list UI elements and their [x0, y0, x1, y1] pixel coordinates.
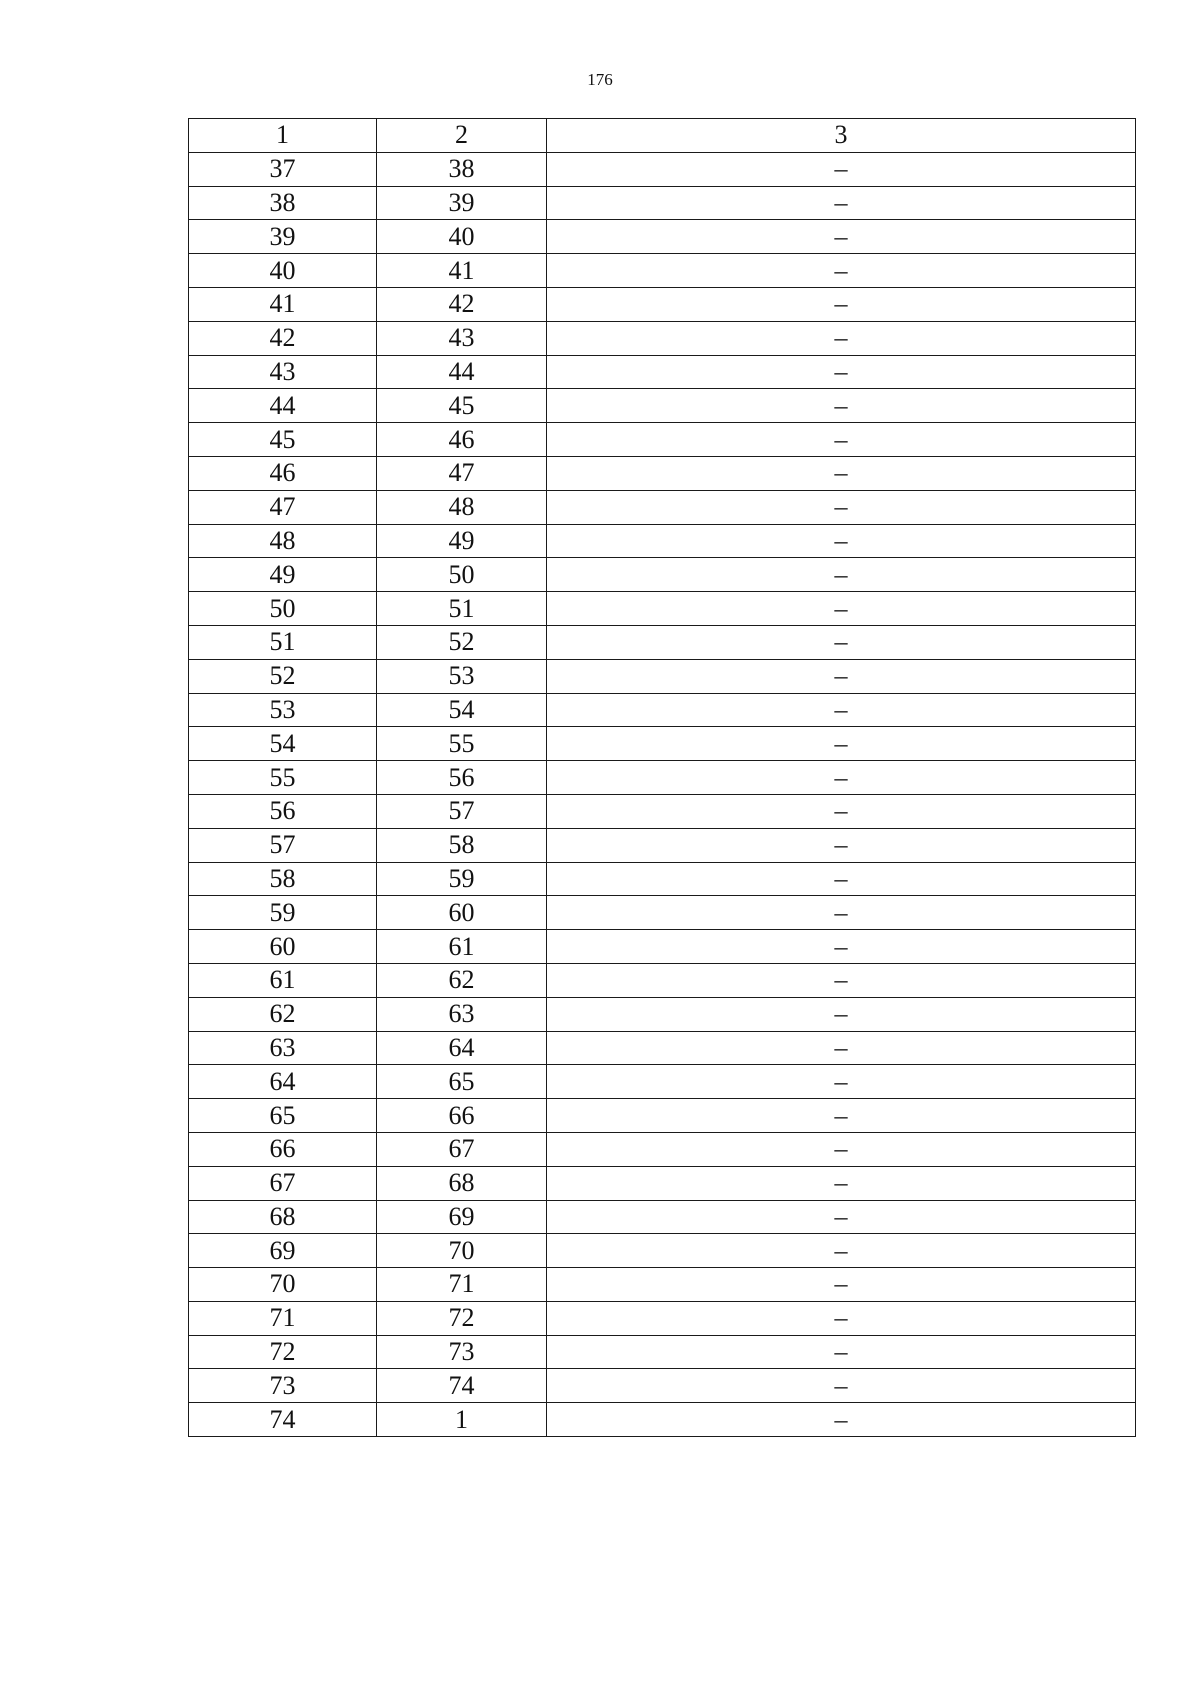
table-row: [189, 1301, 1136, 1335]
table-cell-col-3: –: [547, 862, 1136, 896]
table-cell-col-2: 50: [377, 558, 547, 592]
table-row: [189, 389, 1136, 423]
table-cell-col-1: 56: [189, 794, 377, 828]
table-cell-col-3: –: [547, 963, 1136, 997]
table-cell-col-3: –: [547, 355, 1136, 389]
table-cell-col-1: 42: [189, 321, 377, 355]
table-cell-col-2: 73: [377, 1335, 547, 1369]
table-cell-col-2: 72: [377, 1301, 547, 1335]
table-cell-col-2: 65: [377, 1065, 547, 1099]
table-cell-col-2: 63: [377, 997, 547, 1031]
table-cell-col-3: –: [547, 1234, 1136, 1268]
table-cell-col-1: 57: [189, 828, 377, 862]
table-row: [189, 423, 1136, 457]
table-header-row: [189, 119, 1136, 153]
table-row: [189, 997, 1136, 1031]
table-cell-col-1: 41: [189, 287, 377, 321]
table-row: [189, 930, 1136, 964]
table-row: [189, 1200, 1136, 1234]
table-cell-col-3: –: [547, 592, 1136, 626]
table-cell-col-3: –: [547, 625, 1136, 659]
table-cell-col-1: 52: [189, 659, 377, 693]
table-row: [189, 828, 1136, 862]
table-row: [189, 794, 1136, 828]
table-row: [189, 490, 1136, 524]
table-cell-col-1: 65: [189, 1099, 377, 1133]
table-cell-col-2: 57: [377, 794, 547, 828]
table-cell-col-3: –: [547, 1132, 1136, 1166]
table-cell-col-2: 47: [377, 456, 547, 490]
table-cell-col-2: 59: [377, 862, 547, 896]
table-cell-col-2: 44: [377, 355, 547, 389]
table-cell-col-1: 38: [189, 186, 377, 220]
table-row: [189, 152, 1136, 186]
table-cell-col-1: 66: [189, 1132, 377, 1166]
table-row: [189, 1369, 1136, 1403]
table-row: [189, 456, 1136, 490]
table-cell-col-2: 49: [377, 524, 547, 558]
table-row: [189, 186, 1136, 220]
table-cell-col-3: –: [547, 693, 1136, 727]
table-cell-col-2: 51: [377, 592, 547, 626]
table-cell-col-1: 71: [189, 1301, 377, 1335]
table-cell-col-2: 68: [377, 1166, 547, 1200]
table-cell-col-3: –: [547, 1065, 1136, 1099]
table-cell-col-2: 70: [377, 1234, 547, 1268]
table-cell-col-3: –: [547, 1099, 1136, 1133]
table-cell-col-2: 46: [377, 423, 547, 457]
table-row: [189, 1099, 1136, 1133]
table-cell-col-1: 70: [189, 1268, 377, 1302]
table-cell-col-3: –: [547, 1166, 1136, 1200]
table-cell-col-3: –: [547, 1369, 1136, 1403]
table-cell-col-2: 62: [377, 963, 547, 997]
table-row: [189, 1335, 1136, 1369]
table-row: [189, 727, 1136, 761]
table-cell-col-3: –: [547, 761, 1136, 795]
table-row: [189, 1031, 1136, 1065]
table-cell-col-3: –: [547, 152, 1136, 186]
table-row: [189, 558, 1136, 592]
table-row: [189, 625, 1136, 659]
table-cell-col-3: –: [547, 287, 1136, 321]
table-cell-col-3: –: [547, 254, 1136, 288]
table-cell-col-3: –: [547, 524, 1136, 558]
table-cell-col-3: –: [547, 1335, 1136, 1369]
table-cell-col-3: –: [547, 659, 1136, 693]
table-cell-col-1: 69: [189, 1234, 377, 1268]
table-cell-col-1: 63: [189, 1031, 377, 1065]
table-row: [189, 220, 1136, 254]
table-row: [189, 659, 1136, 693]
table-cell-col-1: 58: [189, 862, 377, 896]
table-cell-col-2: 66: [377, 1099, 547, 1133]
table-cell-col-1: 51: [189, 625, 377, 659]
table-cell-col-3: –: [547, 423, 1136, 457]
table-cell-col-3: –: [547, 896, 1136, 930]
table-cell-col-1: 39: [189, 220, 377, 254]
table-row: [189, 355, 1136, 389]
data-table: [188, 118, 1136, 1437]
table-row: [189, 592, 1136, 626]
table-cell-col-1: 67: [189, 1166, 377, 1200]
table-cell-col-3: –: [547, 389, 1136, 423]
table-cell-col-3: –: [547, 490, 1136, 524]
table-cell-col-3: –: [547, 220, 1136, 254]
table-row: [189, 254, 1136, 288]
header-cell-3: 3: [547, 119, 1136, 153]
table-cell-col-3: –: [547, 930, 1136, 964]
table-cell-col-1: 68: [189, 1200, 377, 1234]
table-row: [189, 1268, 1136, 1302]
table-cell-col-2: 41: [377, 254, 547, 288]
table-row: [189, 524, 1136, 558]
table-cell-col-2: 40: [377, 220, 547, 254]
table-cell-col-1: 50: [189, 592, 377, 626]
table-row: [189, 862, 1136, 896]
table-cell-col-2: 43: [377, 321, 547, 355]
table-row: [189, 1234, 1136, 1268]
table-cell-col-3: –: [547, 997, 1136, 1031]
table-cell-col-1: 45: [189, 423, 377, 457]
table-cell-col-3: –: [547, 1268, 1136, 1302]
table-cell-col-3: –: [547, 1403, 1136, 1437]
table-cell-col-3: –: [547, 1200, 1136, 1234]
table-cell-col-3: –: [547, 794, 1136, 828]
table-cell-col-1: 60: [189, 930, 377, 964]
table-cell-col-1: 59: [189, 896, 377, 930]
table-cell-col-2: 71: [377, 1268, 547, 1302]
table-body: [189, 119, 1136, 1437]
table-row: [189, 896, 1136, 930]
table-cell-col-2: 38: [377, 152, 547, 186]
table-cell-col-3: –: [547, 558, 1136, 592]
table-cell-col-1: 43: [189, 355, 377, 389]
table-cell-col-1: 44: [189, 389, 377, 423]
table-row: [189, 321, 1136, 355]
table-row: [189, 287, 1136, 321]
table-cell-col-1: 54: [189, 727, 377, 761]
table-cell-col-1: 37: [189, 152, 377, 186]
table-cell-col-2: 48: [377, 490, 547, 524]
table-cell-col-3: –: [547, 1031, 1136, 1065]
header-cell-2: 2: [377, 119, 547, 153]
table-cell-col-1: 49: [189, 558, 377, 592]
table-row: [189, 1132, 1136, 1166]
table-cell-col-3: –: [547, 456, 1136, 490]
table-cell-col-1: 55: [189, 761, 377, 795]
table-cell-col-1: 47: [189, 490, 377, 524]
table-cell-col-2: 56: [377, 761, 547, 795]
table-cell-col-2: 64: [377, 1031, 547, 1065]
table-cell-col-3: –: [547, 186, 1136, 220]
table-cell-col-3: –: [547, 1301, 1136, 1335]
table-cell-col-2: 54: [377, 693, 547, 727]
table-cell-col-1: 74: [189, 1403, 377, 1437]
table-cell-col-1: 64: [189, 1065, 377, 1099]
table-cell-col-2: 58: [377, 828, 547, 862]
table-cell-col-1: 62: [189, 997, 377, 1031]
table-row: [189, 1403, 1136, 1437]
page-number: 176: [587, 70, 613, 89]
table-cell-col-1: 73: [189, 1369, 377, 1403]
table-row: [189, 1166, 1136, 1200]
table-row: [189, 693, 1136, 727]
table-cell-col-1: 72: [189, 1335, 377, 1369]
table-cell-col-2: 1: [377, 1403, 547, 1437]
table-cell-col-2: 42: [377, 287, 547, 321]
table-cell-col-2: 69: [377, 1200, 547, 1234]
table-cell-col-1: 46: [189, 456, 377, 490]
table-cell-col-2: 39: [377, 186, 547, 220]
table-row: [189, 761, 1136, 795]
table-cell-col-2: 74: [377, 1369, 547, 1403]
table-cell-col-2: 55: [377, 727, 547, 761]
table-cell-col-2: 60: [377, 896, 547, 930]
table-cell-col-1: 53: [189, 693, 377, 727]
table-cell-col-1: 40: [189, 254, 377, 288]
table-cell-col-2: 67: [377, 1132, 547, 1166]
table-row: [189, 963, 1136, 997]
table-cell-col-1: 61: [189, 963, 377, 997]
header-cell-1: 1: [189, 119, 377, 153]
table-row: [189, 1065, 1136, 1099]
table-cell-col-2: 61: [377, 930, 547, 964]
table-cell-col-3: –: [547, 828, 1136, 862]
table-cell-col-3: –: [547, 727, 1136, 761]
table-cell-col-1: 48: [189, 524, 377, 558]
table-cell-col-2: 53: [377, 659, 547, 693]
table-cell-col-3: –: [547, 321, 1136, 355]
table-cell-col-2: 45: [377, 389, 547, 423]
table-cell-col-2: 52: [377, 625, 547, 659]
